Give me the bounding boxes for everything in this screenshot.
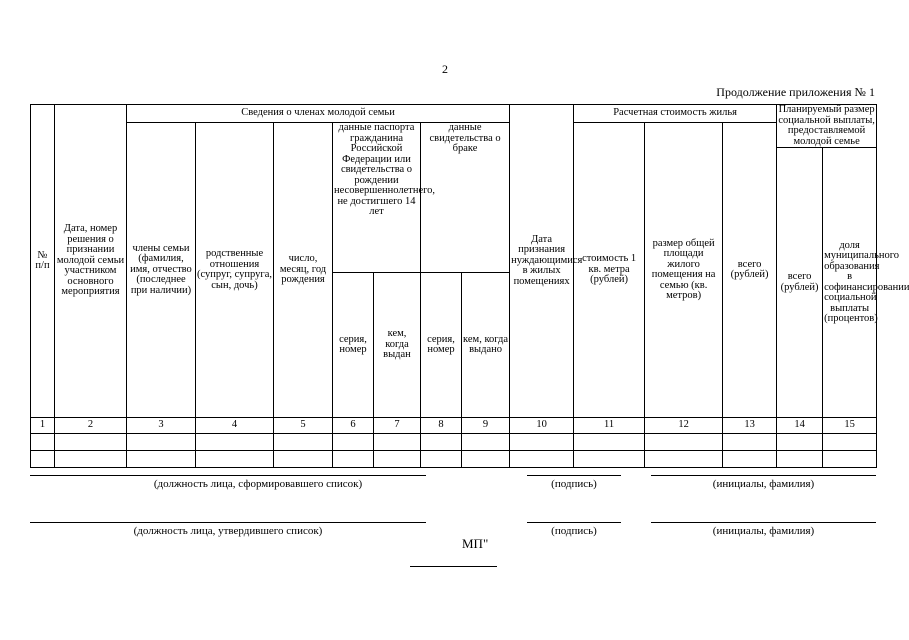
- column-number: 1: [31, 418, 55, 434]
- table-cell[interactable]: [127, 451, 196, 468]
- formed-position-label: (должность лица, сформировавшего список): [153, 478, 363, 490]
- table-cell[interactable]: [777, 451, 823, 468]
- table-cell[interactable]: [374, 451, 421, 468]
- column-number: 5: [274, 418, 333, 434]
- table-cell[interactable]: [723, 434, 777, 451]
- table-cell[interactable]: [333, 451, 374, 468]
- header-passport-issued: кем, когда выдан: [374, 273, 421, 418]
- table-cell[interactable]: [196, 451, 274, 468]
- header-total-cost: всего (рублей): [723, 123, 777, 418]
- table-cell[interactable]: [31, 451, 55, 468]
- table-cell[interactable]: [196, 434, 274, 451]
- table-cell[interactable]: [574, 434, 645, 451]
- column-number: 14: [777, 418, 823, 434]
- approved-signature-line[interactable]: [527, 522, 621, 523]
- header-passport-series: серия, номер: [333, 273, 374, 418]
- formed-signature-label: (подпись): [551, 478, 597, 490]
- table-cell[interactable]: [823, 451, 877, 468]
- table-cell[interactable]: [421, 451, 462, 468]
- table-cell[interactable]: [374, 434, 421, 451]
- table-cell[interactable]: [723, 451, 777, 468]
- page-number: 2: [442, 62, 448, 76]
- header-family-info: Сведения о членах молодой семьи: [127, 105, 510, 123]
- table-cell[interactable]: [333, 434, 374, 451]
- table-cell[interactable]: [31, 434, 55, 451]
- column-number: 4: [196, 418, 274, 434]
- stamp-line: [410, 566, 497, 567]
- header-passport: данные паспорта гражданина Российской Федерации или свидетельства о рождении несовершеннолетнего, не достигшего 14 лет: [333, 123, 421, 273]
- table-cell[interactable]: [127, 434, 196, 451]
- column-number: 9: [462, 418, 510, 434]
- header-cost-sqm: стоимость 1 кв. метра (рублей): [574, 123, 645, 418]
- header-decision-date: Дата, номер решения о признании молодой семьи участником основного мероприятия: [55, 105, 127, 418]
- table-cell[interactable]: [645, 451, 723, 468]
- table-cell[interactable]: [55, 434, 127, 451]
- approved-position-label: (должность лица, утвердившего список): [133, 525, 323, 537]
- table-cell[interactable]: [462, 451, 510, 468]
- table-cell[interactable]: [645, 434, 723, 451]
- table-cell[interactable]: [462, 434, 510, 451]
- column-number: 11: [574, 418, 645, 434]
- formed-position-line[interactable]: [30, 475, 426, 476]
- table-cell[interactable]: [574, 451, 645, 468]
- table-cell[interactable]: [421, 434, 462, 451]
- header-marriage-issued: кем, когда выдано: [462, 273, 510, 418]
- column-number: 8: [421, 418, 462, 434]
- table-cell[interactable]: [55, 451, 127, 468]
- approved-initials-line[interactable]: [651, 522, 876, 523]
- column-number: 13: [723, 418, 777, 434]
- column-numbers-row: [31, 418, 877, 434]
- header-municipal-share: доля муниципального образования в софинансировании социальной выплаты (процентов): [823, 148, 877, 418]
- header-area: размер общей площади жилого помещения на семью (кв. метров): [645, 123, 723, 418]
- column-number: 6: [333, 418, 374, 434]
- continuation-header: Продолжение приложения № 1: [716, 85, 875, 99]
- family-list-table: [30, 104, 909, 468]
- table-row: [31, 434, 877, 451]
- table-cell[interactable]: [274, 434, 333, 451]
- table-cell[interactable]: [777, 434, 823, 451]
- formed-initials-line[interactable]: [651, 475, 876, 476]
- table-cell[interactable]: [274, 451, 333, 468]
- header-birth-date: число, месяц, год рождения: [274, 123, 333, 418]
- column-number: 7: [374, 418, 421, 434]
- header-no: № п/п: [31, 105, 55, 418]
- table-cell[interactable]: [510, 451, 574, 468]
- stamp-place-label: МП": [462, 536, 489, 551]
- approved-position-line[interactable]: [30, 522, 426, 523]
- header-marriage-series: серия, номер: [421, 273, 462, 418]
- header-members: члены семьи (фамилия, имя, отчество (последнее при наличии): [127, 123, 196, 418]
- table-row: [31, 451, 877, 468]
- column-number: 3: [127, 418, 196, 434]
- approved-initials-label: (инициалы, фамилия): [712, 525, 815, 537]
- header-relation: родственные отношения (супруг, супруга, сын, дочь): [196, 123, 274, 418]
- column-number: 12: [645, 418, 723, 434]
- table-cell[interactable]: [510, 434, 574, 451]
- column-number: 2: [55, 418, 127, 434]
- header-marriage: данные свидетельства о браке: [421, 123, 510, 273]
- header-need-date: Дата признания нуждающимися в жилых помещениях: [510, 105, 574, 418]
- column-number: 10: [510, 418, 574, 434]
- formed-signature-line[interactable]: [527, 475, 621, 476]
- formed-initials-label: (инициалы, фамилия): [712, 478, 815, 490]
- header-payment-total: всего (рублей): [777, 148, 823, 418]
- header-planned-payment: Планируемый размер социальной выплаты, предоставляемой молодой семье: [778, 104, 875, 147]
- header-housing-cost: Расчетная стоимость жилья: [574, 105, 777, 123]
- table-cell[interactable]: [823, 434, 877, 451]
- column-number: 15: [823, 418, 877, 434]
- approved-signature-label: (подпись): [551, 525, 597, 537]
